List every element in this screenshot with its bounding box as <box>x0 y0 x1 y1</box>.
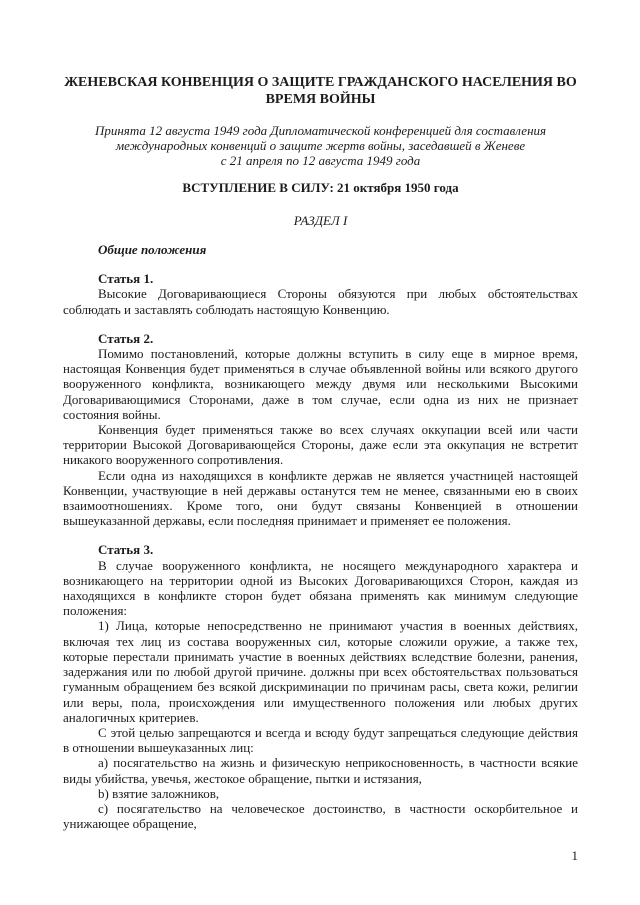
document-title <box>63 74 578 108</box>
article-3-heading: Статья 3. <box>98 542 154 558</box>
article-2-paragraph: Помимо постановлений, которые должны вступить в силу еще в мирное время, настоящая Конвенция будет применяться в случае объявленной войны или всякого другого вооруженного конфликта, возникающего между двумя или несколькими Высокими Договаривающимися Сторонами, даже в том случае, если одна из них не признает состояния войны. <box>63 346 578 422</box>
article-3-list-item-a: a) посягательство на жизнь и физическую неприкосновенность, в частности всякие виды убийства, увечья, жестокое обращение, пытки и истязания, <box>63 755 578 786</box>
article-3-paragraph: В случае вооруженного конфликта, не носящего международного характера и возникающего на территории одной из Высоких Договаривающихся Сторон, каждая из находящихся в конфликте сторон будет обязана применять как минимум следующие положения: <box>63 557 578 619</box>
article-1-paragraph: Высокие Договаривающиеся Стороны обязуются при любых обстоятельствах соблюдать и заставлять соблюдать настоящую Конвенцию. <box>63 286 578 317</box>
article-3-list-item-b: b) взятие заложников, <box>98 785 220 801</box>
article-3-list-item-c: c) посягательство на человеческое достоинство, в частности оскорбительное и унижающее обращение, <box>63 800 578 832</box>
article-2-paragraph: Конвенция будет применяться также во всех случаях оккупации всей или части территории Высокой Договаривающейся Стороны, даже если эта оккупация не встретит никакого вооруженного сопротивления. <box>63 422 578 468</box>
chapter-heading: Общие положения <box>98 242 207 258</box>
document-title-line: ЖЕНЕВСКАЯ КОНВЕНЦИЯ О ЗАЩИТЕ ГРАЖДАНСКОГО НАСЕЛЕНИЯ ВО <box>64 75 577 90</box>
article-1-heading: Статья 1. <box>98 271 154 287</box>
subtitle-line: с 21 апреля по 12 августа 1949 года <box>220 153 421 169</box>
article-3-paragraph: С этой целью запрещаются и всегда и всюду будут запрещаться следующие действия в отношении вышеуказанных лиц: <box>63 724 578 756</box>
document-subtitle <box>63 123 578 169</box>
document-title-line: ВРЕМЯ ВОЙНЫ <box>265 92 376 107</box>
article-3-paragraph: 1) Лица, которые непосредственно не принимают участия в военных действиях, включая тех лиц из состава вооруженных сил, которые сложили оружие, а также тех, которые перестали принимать участие в военных действиях вследствие болезни, ранения, задержания или по любой другой причине. должны при всех обстоятельствах пользоваться гуманным обращением без всякой дискриминации по причинам расы, света кожи, религии или веры, пола, происхождения или имущественного положения или любых других аналогичных критериев. <box>63 618 578 725</box>
subtitle-line: Принята 12 августа 1949 года Дипломатической конференцией для составления <box>94 123 547 138</box>
article-2 <box>63 331 578 529</box>
page-number: 1 <box>571 848 578 863</box>
subtitle-line: международных конвенций о защите жертв войны, заседавшей в Женеве <box>115 138 526 154</box>
article-1 <box>63 271 578 317</box>
entry-into-force-line: ВСТУПЛЕНИЕ В СИЛУ: 21 октября 1950 года <box>182 179 459 195</box>
section-heading: РАЗДЕЛ I <box>293 212 348 228</box>
article-3 <box>63 542 578 831</box>
article-2-heading: Статья 2. <box>98 330 154 346</box>
article-2-paragraph: Если одна из находящихся в конфликте держав не является участницей настоящей Конвенции, участвующие в ней державы останутся тем не менее, связанными ею в своих взаимоотношениях. Кроме того, они будут связаны Конвенцией в отношении вышеуказанной державы, если последняя принимает и применяет ее положения. <box>63 467 578 529</box>
